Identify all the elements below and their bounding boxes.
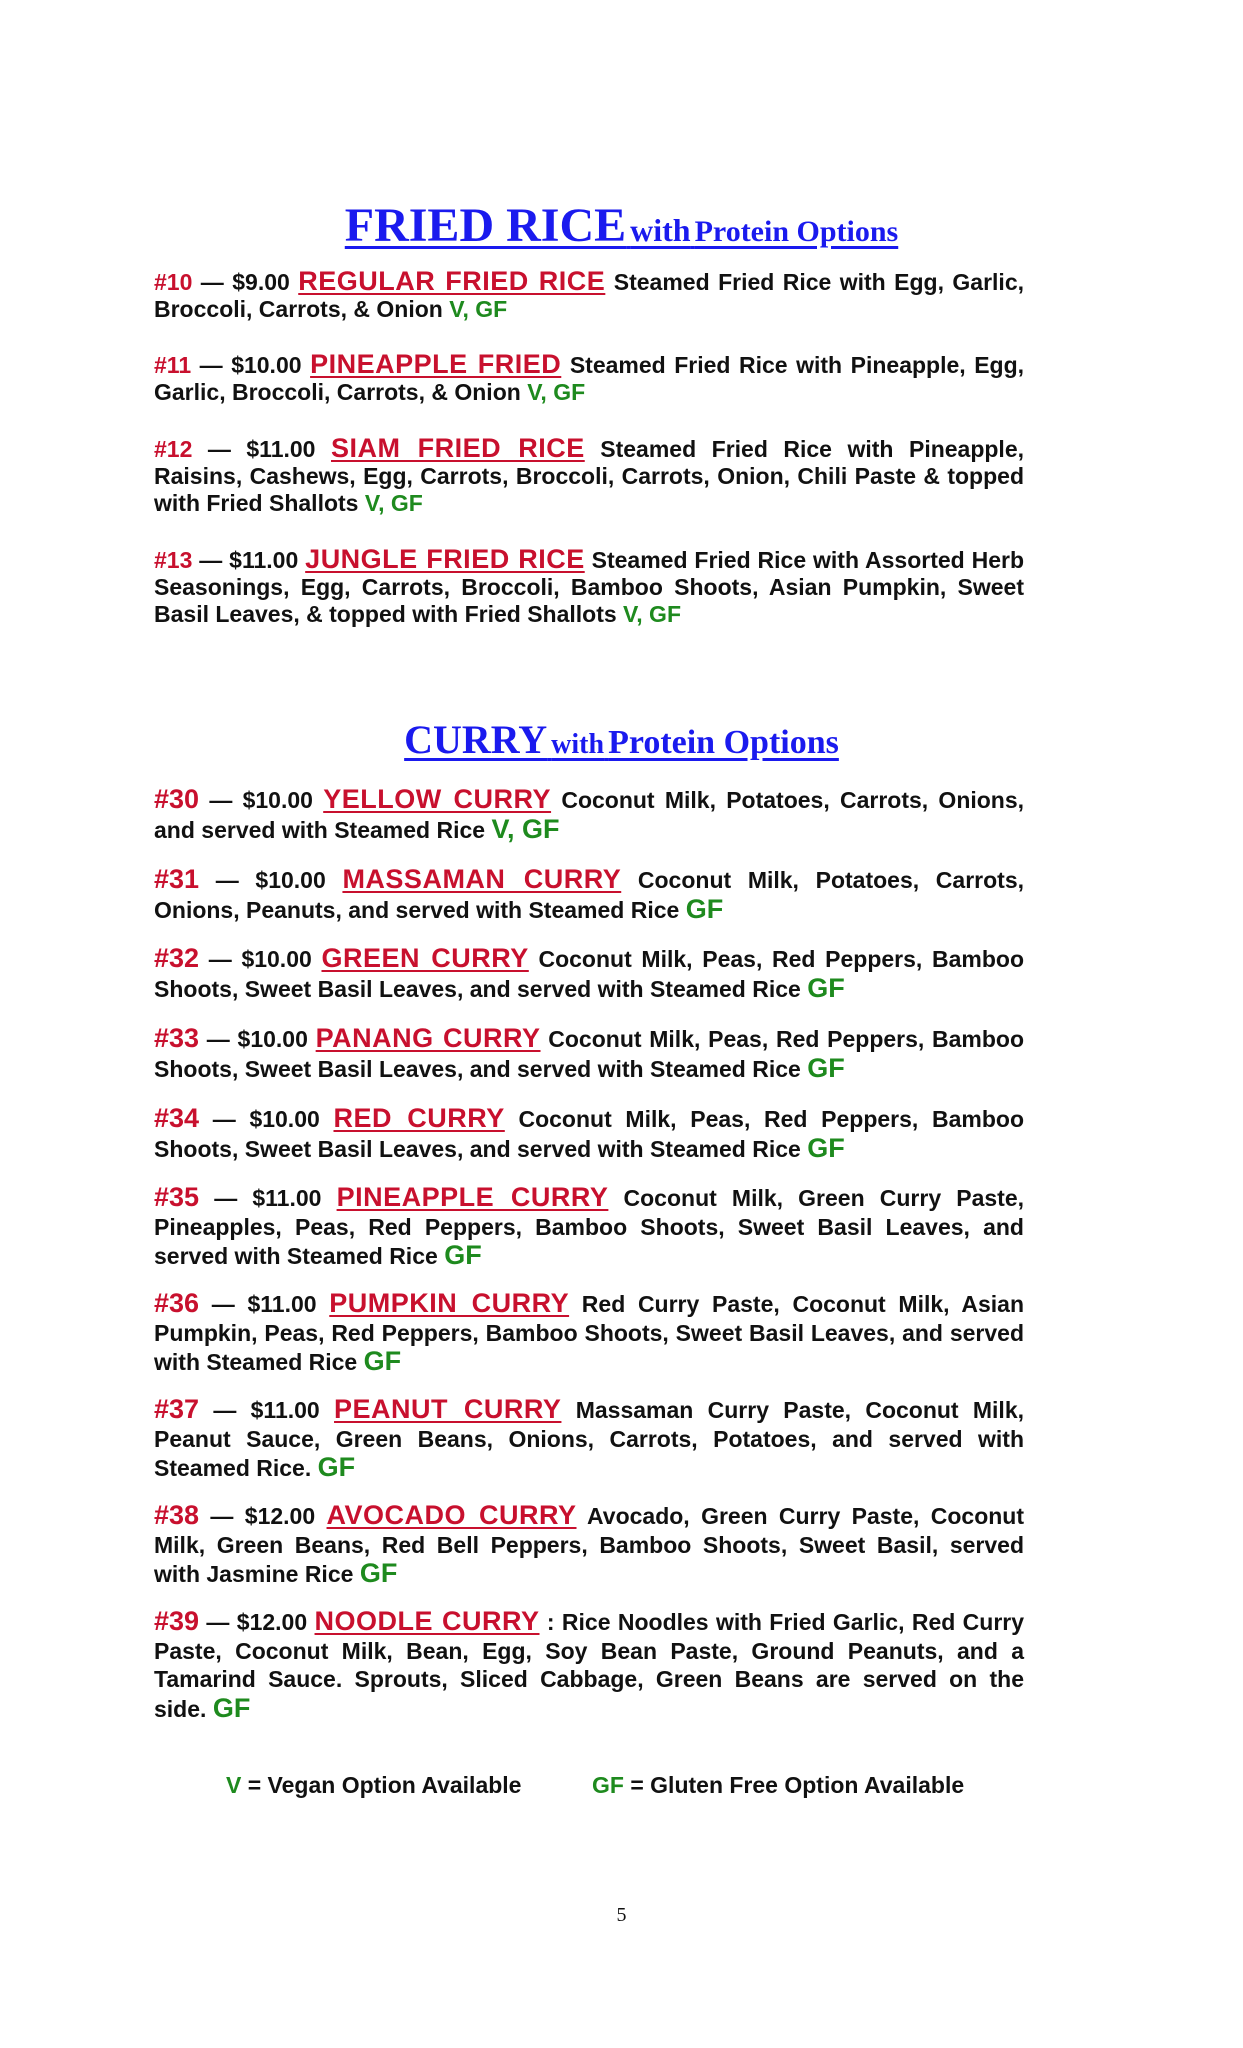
item-price: $11.00	[250, 1397, 320, 1423]
item-price: $10.00	[242, 787, 313, 813]
item-description: Coconut Milk, Peas, Red Peppers, Bamboo Shoots, Sweet Basil Leaves, and served with Steamed Rice	[154, 1026, 1025, 1082]
item-name: PUMPKIN CURRY	[329, 1288, 570, 1318]
item-description: Massaman Curry Paste, Coconut Milk, Peanut Sauce, Green Beans, Onions, Carrots, Potatoes, and served with Steamed Rice.	[154, 1397, 1024, 1481]
item-name: JUNGLE FRIED RICE	[305, 544, 585, 574]
item-separator: —	[199, 1609, 237, 1635]
fried-rice-title-with: with	[630, 212, 691, 248]
item-separator: —	[192, 269, 233, 295]
legend-vegan-code: V	[226, 1772, 242, 1798]
item-description: Red Curry Paste, Coconut Milk, Asian Pumpkin, Peas, Red Peppers, Bamboo Shoots, Sweet Basil Leaves, and served with Steamed Rice	[154, 1291, 1025, 1375]
item-description: Coconut Milk, Peas, Red Peppers, Bamboo Shoots, Sweet Basil Leaves, and served with Steamed Rice	[154, 946, 1024, 1002]
item-dietary-tags: GF	[212, 1692, 251, 1723]
item-separator: —	[192, 547, 230, 573]
item-price: $12.00	[244, 1503, 316, 1529]
legend-vegan	[226, 1772, 521, 1799]
item-number: #30	[154, 784, 200, 814]
item-number: #10	[154, 269, 193, 295]
item-separator: —	[199, 1397, 251, 1423]
menu-item	[154, 435, 1024, 517]
item-separator: —	[199, 787, 243, 813]
item-separator: —	[191, 352, 232, 378]
item-separator: —	[199, 1106, 250, 1132]
menu-item	[154, 546, 1024, 628]
item-separator: —	[199, 867, 256, 893]
item-description: Coconut Milk, Peas, Red Peppers, Bamboo Shoots, Sweet Basil Leaves, and served with Steamed Rice	[154, 1106, 1025, 1162]
item-dietary-tags: GF	[317, 1452, 356, 1482]
menu-item	[154, 785, 1024, 844]
item-price: $10.00	[249, 1106, 320, 1132]
item-name: RED CURRY	[333, 1103, 505, 1133]
item-name: PANANG CURRY	[315, 1023, 541, 1053]
item-number: #31	[154, 864, 200, 894]
item-description: Steamed Fried Rice with Pineapple, Raisins, Cashews, Egg, Carrots, Broccoli, Carrots, Onion, Chili Paste & topped with Fried Shallots	[154, 436, 1025, 516]
fried-rice-title: FRIED RICE	[344, 199, 627, 252]
menu-item	[154, 351, 1024, 406]
item-dietary-tags: GF	[444, 1240, 482, 1270]
item-name: NOODLE CURRY	[314, 1606, 540, 1636]
legend-vegan-text: = Vegan Option Available	[241, 1772, 522, 1798]
menu-item	[154, 1024, 1024, 1083]
item-price: $10.00	[241, 946, 312, 972]
item-number: #33	[154, 1023, 200, 1053]
item-name: PEANUT CURRY	[334, 1394, 562, 1424]
item-separator: —	[199, 1026, 238, 1052]
item-name: PINEAPPLE CURRY	[336, 1182, 609, 1212]
item-name: PINEAPPLE FRIED	[310, 349, 562, 379]
menu-item	[154, 1104, 1024, 1163]
item-price: $10.00	[237, 1026, 308, 1052]
item-number: #37	[154, 1394, 200, 1424]
item-number: #38	[154, 1500, 200, 1530]
item-price: $11.00	[252, 1185, 322, 1211]
item-separator: —	[199, 1291, 248, 1317]
item-dietary-tags: GF	[807, 1052, 845, 1083]
legend-gluten-free	[592, 1772, 964, 1799]
menu-item	[154, 1501, 1024, 1589]
item-price: $9.00	[232, 269, 290, 295]
item-number: #12	[154, 436, 193, 462]
curry-title-options: Protein Options	[608, 724, 839, 761]
item-description: Coconut Milk, Green Curry Paste, Pineapples, Peas, Red Peppers, Bamboo Shoots, Sweet Basil Leaves, and served with Steamed Rice	[154, 1185, 1025, 1269]
item-dietary-tags: V, GF	[449, 296, 508, 322]
item-name: REGULAR FRIED RICE	[298, 266, 606, 296]
item-description: Coconut Milk, Potatoes, Carrots, Onions, Peanuts, and served with Steamed Rice	[154, 867, 1024, 923]
item-number: #35	[154, 1182, 200, 1212]
item-number: #36	[154, 1288, 200, 1318]
item-separator: —	[199, 946, 242, 972]
menu-item	[154, 1289, 1024, 1377]
page-number: 5	[616, 1904, 627, 1926]
item-separator: —	[199, 1503, 245, 1529]
item-name: GREEN CURRY	[321, 943, 529, 973]
item-dietary-tags: V, GF	[527, 379, 586, 405]
item-dietary-tags: GF	[807, 972, 845, 1003]
menu-item	[154, 268, 1024, 323]
item-description: Steamed Fried Rice with Egg, Garlic, Broccoli, Carrots, & Onion	[154, 269, 1025, 322]
menu-item	[154, 1607, 1024, 1723]
item-price: $11.00	[247, 1291, 317, 1317]
item-name: SIAM FRIED RICE	[331, 433, 585, 463]
item-price: $10.00	[255, 867, 326, 893]
item-dietary-tags: V, GF	[491, 813, 560, 844]
item-number: #11	[154, 352, 192, 378]
legend-gf-text: = Gluten Free Option Available	[623, 1772, 965, 1798]
item-separator: —	[192, 436, 247, 462]
curry-title: CURRY	[404, 717, 548, 762]
item-dietary-tags: GF	[359, 1558, 398, 1588]
item-dietary-tags: GF	[807, 1132, 845, 1163]
item-dietary-tags: GF	[685, 893, 724, 924]
curry-title-with: with	[551, 729, 605, 760]
menu-item	[154, 1395, 1024, 1483]
item-number: #32	[154, 943, 200, 973]
item-price: $12.00	[236, 1609, 308, 1635]
item-number: #13	[154, 547, 193, 573]
menu-item	[154, 1183, 1024, 1271]
item-description: : Rice Noodles with Fried Garlic, Red Curry Paste, Coconut Milk, Bean, Egg, Soy Bean Paste, Ground Peanuts, and a Tamarind Sauce. Sprouts, Sliced Cabbage, Green Beans are served on the side.	[154, 1609, 1025, 1722]
item-description: Avocado, Green Curry Paste, Coconut Milk, Green Beans, Red Bell Peppers, Bamboo Shoots, Sweet Basil, served with Jasmine Rice	[154, 1503, 1025, 1587]
item-dietary-tags: V, GF	[364, 490, 423, 516]
item-dietary-tags: GF	[363, 1346, 402, 1376]
item-price: $11.00	[229, 547, 299, 573]
legend-gf-code: GF	[592, 1772, 624, 1798]
item-dietary-tags: V, GF	[623, 601, 681, 627]
item-description: Coconut Milk, Potatoes, Carrots, Onions, and served with Steamed Rice	[154, 787, 1025, 843]
item-name: YELLOW CURRY	[323, 784, 552, 814]
item-price: $10.00	[231, 352, 302, 378]
item-price: $11.00	[246, 436, 316, 462]
item-number: #39	[154, 1606, 200, 1636]
menu-item	[154, 944, 1024, 1003]
menu-item	[154, 865, 1024, 924]
curry-heading	[0, 716, 1243, 763]
item-name: MASSAMAN CURRY	[342, 864, 622, 894]
item-number: #34	[154, 1103, 200, 1133]
fried-rice-title-options: Protein Options	[694, 215, 899, 248]
item-description: Steamed Fried Rice with Pineapple, Egg, Garlic, Broccoli, Carrots, & Onion	[154, 352, 1025, 405]
item-separator: —	[199, 1185, 253, 1211]
item-name: AVOCADO CURRY	[326, 1500, 577, 1530]
fried-rice-heading	[0, 198, 1243, 253]
item-description: Steamed Fried Rice with Assorted Herb Seasonings, Egg, Carrots, Broccoli, Bamboo Shoots, Asian Pumpkin, Sweet Basil Leaves, & topped with Fried Shallots	[154, 547, 1025, 627]
